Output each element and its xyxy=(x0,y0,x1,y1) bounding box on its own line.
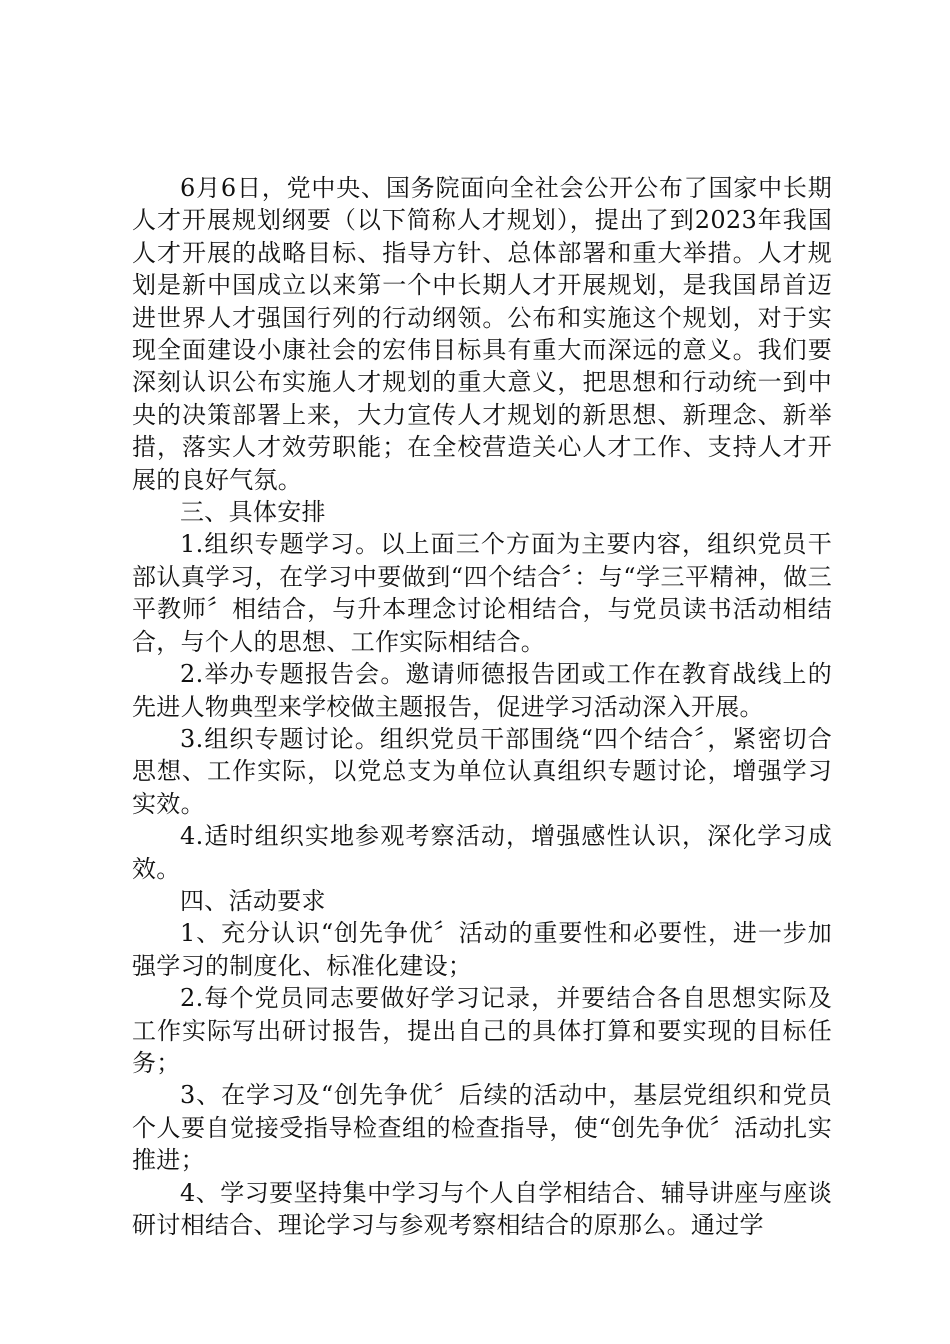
paragraph-requirement-2: 2.每个党员同志要做好学习记录，并要结合各自思想实际及工作实际写出研讨报告，提出自己的具体打算和要实现的目标任务； xyxy=(132,984,832,1077)
paragraph-item-field-visit: 4.适时组织实地参观考察活动，增强感性认识，深化学习成效。 xyxy=(132,822,832,883)
document-body xyxy=(132,172,832,1241)
paragraph-requirement-1: 1、充分认识“创先争优〞活动的重要性和必要性，进一步加强学习的制度化、标准化建设； xyxy=(132,919,832,980)
section-heading-specific-arrangements: 三、具体安排 xyxy=(180,498,326,527)
paragraph-item-report-meeting: 2.举办专题报告会。邀请师德报告团或工作在教育战线上的先进人物典型来学校做主题报告，促进学习活动深入开展。 xyxy=(132,660,832,721)
paragraph-requirement-4: 4、学习要坚持集中学习与个人自学相结合、辅导讲座与座谈研讨相结合、理论学习与参观考察相结合的原那么。通过学 xyxy=(132,1178,832,1239)
paragraph-item-organize-study: 1.组织专题学习。以上面三个方面为主要内容，组织党员干部认真学习，在学习中要做到“四个结合〞：与“学三平精神，做三平教师〞相结合，与升本理念讨论相结合，与党员读书活动相结合，与个人的思想、工作实际相结合。 xyxy=(132,530,832,656)
section-heading-activity-requirements: 四、活动要求 xyxy=(180,886,326,915)
paragraph-requirement-3: 3、在学习及“创先争优〞后续的活动中，基层党组织和党员个人要自觉接受指导检查组的检查指导，使“创先争优〞活动扎实推进； xyxy=(132,1081,832,1175)
paragraph-talent-plan-intro: 6月6日，党中央、国务院面向全社会公开公布了国家中长期人才开展规划纲要（以下简称人才规划），提出了到2023年我国人才开展的战略目标、指导方针、总体部署和重大举措。人才规划是新中国成立以来第一个中长期人才开展规划，是我国昂首迈进世界人才强国行列的行动纲领。公布和实施这个规划，对于实现全面建设小康社会的宏伟目标具有重大而深远的意义。我们要深刻认识公布实施人才规划的重大意义，把思想和行动统一到中央的决策部署上来，大力宣传人才规划的新思想、新理念、新举措，落实人才效劳职能；在全校营造关心人才工作、支持人才开展的良好气氛。 xyxy=(132,174,832,494)
paragraph-item-discussion: 3.组织专题讨论。组织党员干部围绕“四个结合〞，紧密切合思想、工作实际，以党总支为单位认真组织专题讨论，增强学习实效。 xyxy=(132,724,832,818)
